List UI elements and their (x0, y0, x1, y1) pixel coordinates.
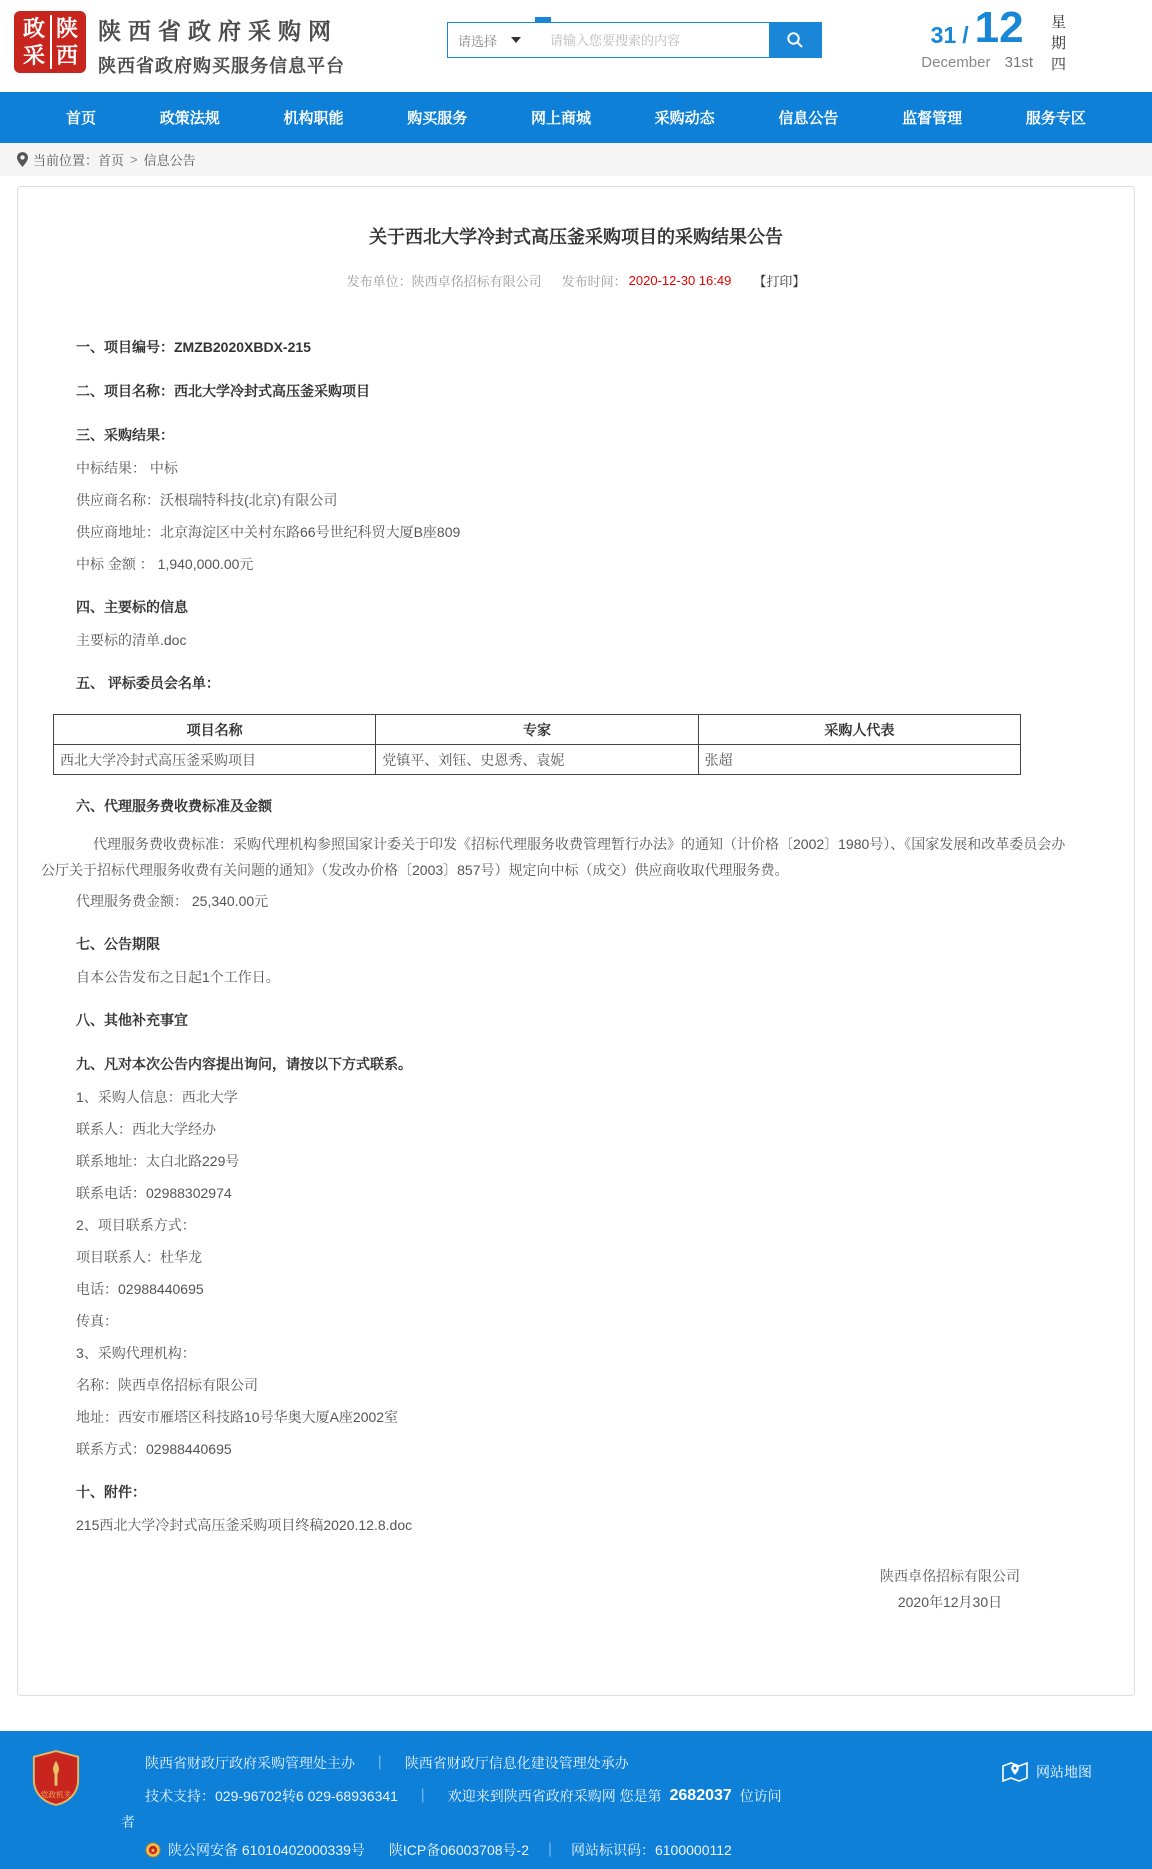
body-line: 中标结果： 中标 (76, 460, 178, 476)
print-button[interactable]: 【打印】 (753, 274, 806, 289)
sitemap-button[interactable] (1001, 1759, 1092, 1785)
site-title: 陕西省政府采购网 (98, 18, 338, 44)
site-logo[interactable] (14, 11, 86, 73)
footer-visitors-wrap: 者 (121, 1814, 135, 1830)
body-line: 自本公告发布之日起1个工作日。 (76, 969, 280, 985)
body-line: 联系电话：02988302974 (76, 1185, 232, 1201)
site-footer (0, 1731, 1152, 1869)
visitor-counter: 2682037 (669, 1787, 732, 1804)
subject-doc-link[interactable]: 主要标的清单.doc (76, 632, 187, 648)
table-header-project: 项目名称 (54, 715, 376, 745)
sitemap-label: 网站地图 (1036, 1764, 1092, 1780)
site-titles (98, 13, 345, 78)
search-button[interactable] (769, 23, 821, 57)
nav-item-procurement-news[interactable]: 采购动态 (654, 110, 715, 127)
date-weekday: 星期四 (1049, 14, 1066, 77)
footer-separator: ｜ (415, 1788, 430, 1804)
publish-time-value: 2020-12-30 16:49 (628, 273, 732, 288)
body-line: 联系人：西北大学经办 (76, 1121, 216, 1137)
search-bar (447, 22, 822, 58)
section-heading: 八、其他补充事宜 (76, 1012, 188, 1028)
breadcrumb-separator: > (130, 152, 138, 167)
nav-item-online-mall[interactable]: 网上商城 (530, 110, 591, 127)
cell-experts: 党镇平、刘钰、史恩秀、袁妮 (376, 745, 698, 775)
cell-project-name: 西北大学冷封式高压釜采购项目 (54, 745, 376, 775)
date-ordinal: 31st (1004, 54, 1033, 71)
signature-date: 2020年12月30日 (897, 1594, 1003, 1610)
signature-block (76, 1563, 1076, 1615)
date-slash: / (962, 22, 969, 48)
main-nav (0, 92, 1152, 143)
table-header-experts: 专家 (376, 715, 698, 745)
footer-text-block (121, 1753, 980, 1860)
body-line: 代理服务费金额： 25,340.00元 (76, 893, 269, 909)
date-widget (921, 3, 1110, 77)
fee-standard-paragraph: 代理服务费收费标准：采购代理机构参照国家计委关于印发《招标代理服务收费管理暂行办法》的通知（计价格〔2002〕1980号）、《国家发展和改革委员会办公厅关于招标代理服务收费有关问题的通知》（发改办价格〔2003〕857号）规定向中标（成交）供应商收取代理服务费。 (41, 836, 1066, 878)
announcement-body (41, 320, 1076, 1541)
attachment-doc-link[interactable]: 215西北大学冷封式高压釜采购项目终稿2020.12.8.doc (76, 1517, 413, 1533)
footer-host: 陕西省财政厅政府采购管理处主办 (145, 1755, 355, 1771)
site-subtitle: 陕西省政府购买服务信息平台 (98, 56, 345, 76)
footer-separator: ｜ (372, 1755, 387, 1771)
date-month-name: December (921, 54, 991, 71)
body-line: 名称：陕西卓佲招标有限公司 (76, 1377, 258, 1393)
section-heading: 一、项目编号：ZMZB2020XBDX-215 (76, 339, 311, 355)
logo-char: 采 (22, 43, 45, 68)
footer-organizer: 陕西省财政厅信息化建设管理处承办 (404, 1755, 629, 1771)
badge-text: 党政机关 (40, 1790, 72, 1800)
chevron-down-icon (511, 37, 521, 43)
beian-link[interactable]: 陕公网安备 61010402000339号 (168, 1842, 365, 1858)
body-line: 2、项目联系方式： (76, 1217, 196, 1233)
section-heading: 二、项目名称：西北大学冷封式高压釜采购项目 (76, 383, 370, 399)
nav-item-home[interactable]: 首页 (66, 110, 97, 127)
breadcrumb (0, 143, 1152, 176)
table-header-buyer-rep: 采购人代表 (698, 715, 1020, 745)
signature-company: 陕西卓佲招标有限公司 (880, 1568, 1020, 1584)
nav-item-service-zone[interactable]: 服务专区 (1025, 110, 1086, 127)
breadcrumb-home-link[interactable]: 首页 (98, 153, 125, 168)
body-line: 1、采购人信息：西北大学 (76, 1089, 238, 1105)
nav-item-announcements[interactable]: 信息公告 (778, 110, 839, 127)
search-input[interactable] (540, 23, 769, 57)
table-row (54, 745, 1021, 775)
body-line: 联系地址：太白北路229号 (76, 1153, 240, 1169)
section-heading: 六、代理服务费收费标准及金额 (76, 798, 272, 814)
publisher-text: 发布单位：陕西卓佲招标有限公司 (346, 274, 542, 289)
search-category-label: 请选择 (458, 33, 498, 49)
footer-support: 技术支持：029-96702转6 029-68936341 (145, 1788, 398, 1804)
body-line: 联系方式：02988440695 (76, 1441, 232, 1457)
announcement-title: 关于西北大学冷封式高压釜采购项目的采购结果公告 (369, 227, 783, 247)
nav-item-supervision[interactable]: 监督管理 (902, 110, 963, 127)
footer-visitors-suffix: 位访问 (739, 1788, 782, 1804)
logo-char: 陕 (50, 15, 82, 42)
site-code: 网站标识码：6100000112 (570, 1842, 732, 1858)
logo-char: 西 (50, 42, 82, 69)
police-badge-icon (145, 1842, 161, 1858)
nav-item-policies[interactable]: 政策法规 (159, 110, 220, 127)
body-line: 3、采购代理机构： (76, 1345, 196, 1361)
body-line: 供应商地址：北京海淀区中关村东路66号世纪科贸大厦B座809 (76, 524, 461, 540)
nav-item-purchase-service[interactable]: 购买服务 (407, 110, 468, 127)
body-line: 中标 金额 ： 1,940,000.00元 (76, 556, 254, 572)
sitemap-map-icon (1001, 1759, 1029, 1785)
body-line: 供应商名称：沃根瑞特科技(北京)有限公司 (76, 492, 338, 508)
footer-separator: ｜ (542, 1842, 557, 1858)
nav-item-functions[interactable]: 机构职能 (283, 110, 344, 127)
body-line: 地址：西安市雁塔区科技路10号华奥大厦A座2002室 (76, 1409, 399, 1425)
breadcrumb-label: 当前位置： (33, 153, 99, 168)
body-line: 传真： (76, 1313, 118, 1329)
icp-link[interactable]: 陕ICP备06003708号-2 (388, 1842, 529, 1858)
body-line: 电话：02988440695 (76, 1281, 204, 1297)
body-line: 项目联系人：杜华龙 (76, 1249, 202, 1265)
breadcrumb-current-link[interactable]: 信息公告 (143, 153, 196, 168)
date-month: 12 (974, 3, 1024, 52)
footer-welcome: 欢迎来到陕西省政府采购网 您是第 (447, 1788, 662, 1804)
publish-time-label: 发布时间： (561, 274, 627, 289)
site-header (0, 0, 1152, 92)
section-heading: 三、采购结果： (76, 427, 174, 443)
section-heading: 十、附件： (76, 1484, 146, 1500)
announcement-card (17, 186, 1135, 1696)
search-category-select[interactable] (448, 23, 540, 57)
section-heading: 五、 评标委员会名单： (76, 675, 220, 691)
announcement-meta (76, 271, 1076, 290)
evaluation-committee-table (53, 714, 1021, 775)
cell-buyer-rep: 张超 (698, 745, 1020, 775)
search-icon (786, 31, 804, 49)
logo-char: 政 (22, 16, 45, 41)
section-heading: 九、凡对本次公告内容提出询问，请按以下方式联系。 (76, 1056, 412, 1072)
section-heading: 七、公告期限 (76, 936, 160, 952)
section-heading: 四、主要标的信息 (76, 599, 188, 615)
government-badge (30, 1749, 82, 1812)
location-pin-icon (17, 152, 28, 167)
date-day: 31 (930, 22, 957, 48)
